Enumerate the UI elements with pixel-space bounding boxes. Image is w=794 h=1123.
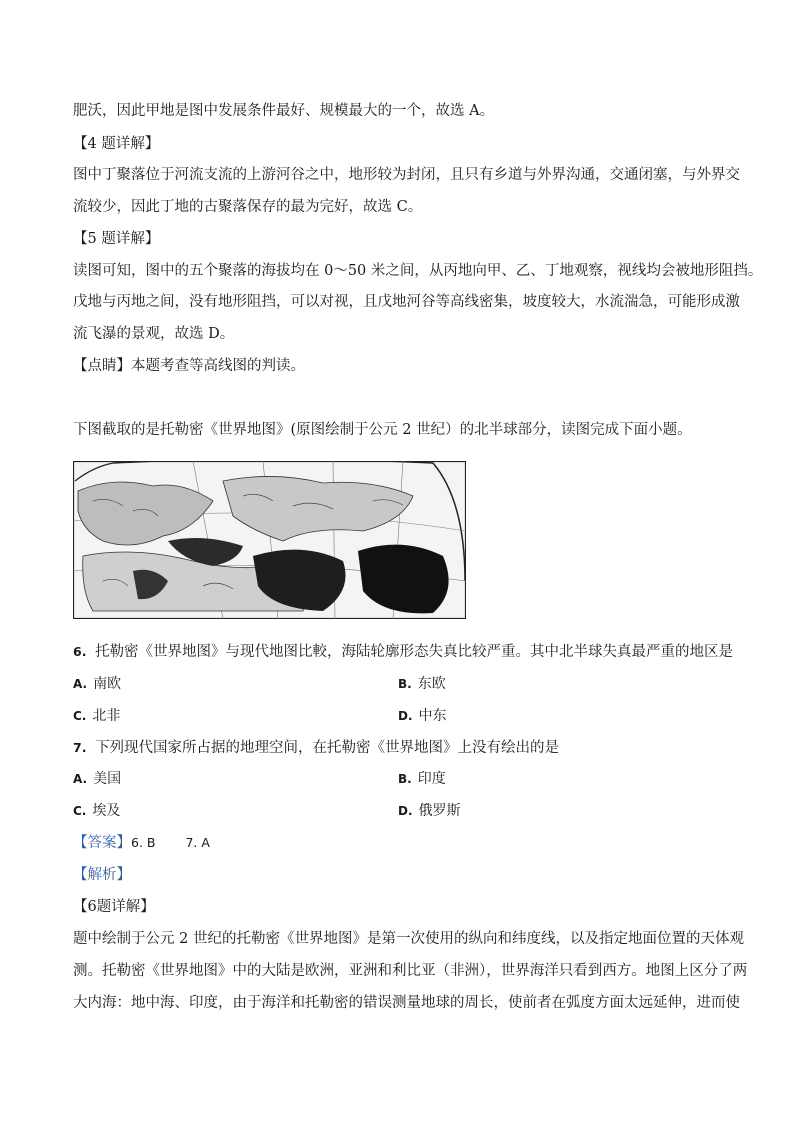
option-key: B. bbox=[398, 677, 412, 691]
q7-option-d[interactable] bbox=[398, 801, 461, 821]
section-heading-6: 【6题详解】 bbox=[73, 899, 155, 915]
option-text: 南欧 bbox=[93, 676, 122, 692]
section-heading-4: 【4 题详解】 bbox=[73, 136, 160, 152]
question-number: 7. bbox=[73, 740, 87, 755]
question-6-stem bbox=[73, 642, 733, 662]
question-text: 下列现代国家所占据的地理空间，在托勒密《世界地图》上没有绘出的是 bbox=[95, 740, 560, 756]
q7-option-a[interactable] bbox=[73, 769, 121, 789]
para-line: 流较少，因此丁地的古聚落保存的最为完好，故选 C。 bbox=[73, 199, 423, 215]
option-key: D. bbox=[398, 709, 413, 723]
answer-7: 7. A bbox=[185, 835, 210, 850]
q6-option-d[interactable] bbox=[398, 706, 447, 726]
question-intro: 下图截取的是托勒密《世界地图》(原图绘制于公元 2 世纪）的北半球部分，读图完成下面小题。 bbox=[73, 422, 692, 438]
para-line: 读图可知，图中的五个聚落的海拔均在 0～50 米之间，从丙地向甲、乙、丁地观察，视线均会被地形阻挡。 bbox=[73, 263, 763, 279]
option-text: 东欧 bbox=[417, 676, 446, 692]
q7-option-b[interactable] bbox=[398, 769, 446, 789]
para-line: 戊地与丙地之间，没有地形阻挡，可以对视，且戊地河谷等高线密集，坡度较大，水流湍急，可能形成激 bbox=[73, 294, 740, 310]
para-line: 测。托勒密《世界地图》中的大陆是欧洲，亚洲和利比亚（非洲），世界海洋只看到西方。地图上区分了两 bbox=[73, 963, 748, 979]
option-text: 埃及 bbox=[92, 803, 121, 819]
question-7-stem bbox=[73, 738, 559, 758]
option-key: A. bbox=[73, 772, 88, 786]
answer-6: 6. B bbox=[131, 835, 156, 850]
answer-line bbox=[73, 833, 210, 853]
option-key: C. bbox=[73, 709, 87, 723]
answer-label: 【答案】 bbox=[73, 835, 131, 851]
ptolemy-world-map-image bbox=[73, 461, 466, 619]
option-text: 美国 bbox=[93, 771, 122, 787]
q6-option-a[interactable] bbox=[73, 674, 121, 694]
option-key: B. bbox=[398, 772, 412, 786]
option-text: 印度 bbox=[417, 771, 446, 787]
section-heading-5: 【5 题详解】 bbox=[73, 231, 160, 247]
option-text: 北非 bbox=[92, 708, 121, 724]
para-line: 大内海：地中海、印度，由于海洋和托勒密的错误测量地球的周长，使前者在弧度方面太远延伸，进而使 bbox=[73, 995, 740, 1011]
option-key: A. bbox=[73, 677, 88, 691]
question-text: 托勒密《世界地图》与现代地图比較，海陆轮廓形态失真比较严重。其中北半球失真最严重的地区是 bbox=[95, 644, 734, 660]
option-text: 俄罗斯 bbox=[418, 803, 461, 819]
para-line: 肥沃，因此甲地是图中发展条件最好、规模最大的一个，故选 A。 bbox=[73, 103, 495, 119]
q6-option-b[interactable] bbox=[398, 674, 446, 694]
para-line: 题中绘制于公元 2 世纪的托勒密《世界地图》是第一次使用的纵向和纬度线，以及指定地面位置的天体观 bbox=[73, 931, 744, 947]
key-point-note: 【点睛】本题考查等高线图的判读。 bbox=[73, 358, 305, 374]
analysis-label: 【解析】 bbox=[73, 867, 131, 883]
para-line: 图中丁聚落位于河流支流的上游河谷之中，地形较为封闭，且只有乡道与外界沟通，交通闭塞，与外界交 bbox=[73, 167, 740, 183]
option-key: C. bbox=[73, 804, 87, 818]
para-line: 流飞瀑的景观，故选 D。 bbox=[73, 326, 235, 342]
question-number: 6. bbox=[73, 644, 87, 659]
q6-option-c[interactable] bbox=[73, 706, 120, 726]
option-text: 中东 bbox=[418, 708, 447, 724]
q7-option-c[interactable] bbox=[73, 801, 120, 821]
option-key: D. bbox=[398, 804, 413, 818]
